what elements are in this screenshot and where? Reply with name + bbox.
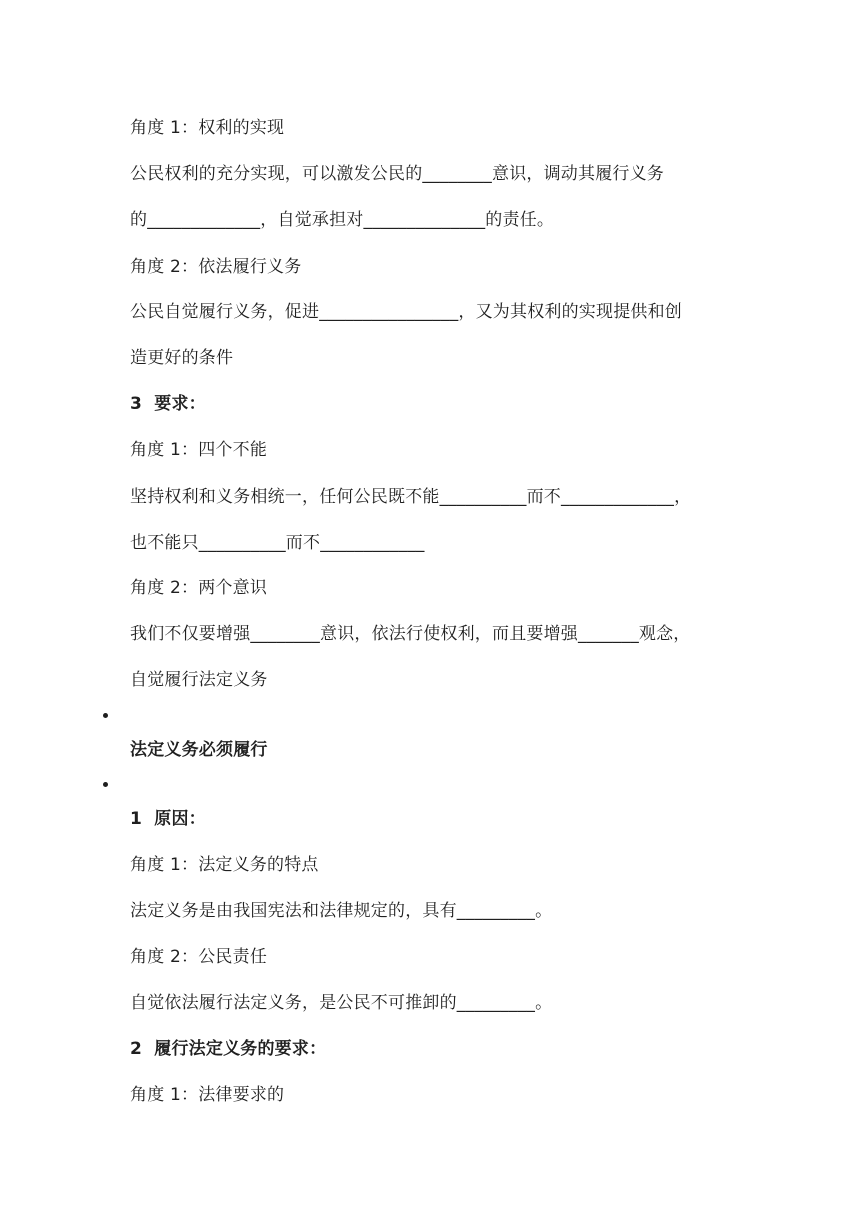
text-line: 我们不仅要增强________意识，依法行使权利，而且要增强_______观念， — [130, 624, 691, 644]
text-line: 公民自觉履行义务，促进________________，又为其权利的实现提供和创 — [130, 302, 682, 322]
bullet-dot — [103, 713, 108, 718]
text-line: 角度 1：法律要求的 — [130, 1085, 285, 1105]
text-line: 造更好的条件 — [130, 348, 234, 368]
text-line: 角度 1：权利的实现 — [130, 118, 285, 138]
text-line: 自觉履行法定义务 — [130, 670, 268, 690]
section-heading: 3 要求： — [130, 394, 206, 414]
text-line: 角度 1：法定义务的特点 — [130, 855, 319, 875]
text-line: 角度 1：四个不能 — [130, 440, 268, 460]
text-line: 法定义务是由我国宪法和法律规定的，具有_________。 — [130, 901, 553, 921]
section-heading: 1 原因： — [130, 809, 206, 829]
text-line: 自觉依法履行法定义务，是公民不可推卸的_________。 — [130, 993, 553, 1013]
section-heading: 法定义务必须履行 — [130, 740, 268, 760]
text-line: 也不能只__________而不____________ — [130, 533, 425, 553]
bullet-dot — [103, 782, 108, 787]
text-line: 角度 2：依法履行义务 — [130, 257, 302, 277]
text-line: 公民权利的充分实现，可以激发公民的________意识，调动其履行义务 — [130, 164, 664, 184]
section-heading: 2 履行法定义务的要求： — [130, 1039, 327, 1059]
text-line: 角度 2：公民责任 — [130, 947, 268, 967]
text-line: 坚持权利和义务相统一，任何公民既不能__________而不_____________， — [130, 487, 692, 507]
text-line: 的_____________，自觉承担对______________的责任。 — [130, 210, 555, 230]
text-line: 角度 2：两个意识 — [130, 578, 268, 598]
